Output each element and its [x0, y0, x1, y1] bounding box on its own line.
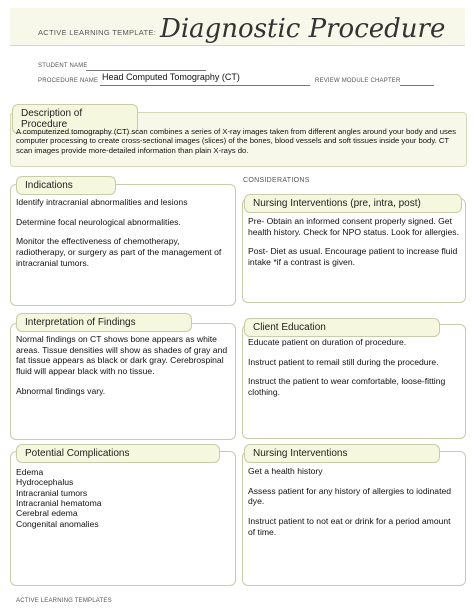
indications-paragraph: Identify intracranial abnormalities and lesions — [16, 197, 188, 207]
review-module-field[interactable] — [400, 75, 434, 86]
template-label: ACTIVE LEARNING TEMPLATE: — [38, 28, 157, 37]
list-item: Intracranial hematoma — [16, 497, 102, 508]
potential-complications-list — [16, 467, 230, 529]
student-name-label: STUDENT NAME — [38, 63, 88, 69]
nursing-interventions-paragraph: Get a health history — [248, 466, 323, 476]
nursing-interventions-paragraph: Instruct patient to not eat or drink for a period amount of time. — [248, 515, 451, 537]
client-education-paragraph: Instruct patient to remail still during the procedure. — [248, 356, 439, 367]
interpretation-paragraph: Normal findings on CT shows bone appears as white areas. Tissue densities will show as shades of gray and fat tissue appears as black or dark gray. Cerebrospinal fluid will appear black with no tissue. — [16, 334, 228, 376]
client-education-title: Client Education — [244, 318, 440, 337]
interpretation-paragraph: Abnormal findings vary. — [16, 385, 106, 396]
list-item: Congenital anomalies — [16, 518, 99, 529]
nursing-interventions-prepost-text — [248, 216, 460, 277]
list-item: Cerebral edema — [16, 508, 78, 519]
procedure-name-label: PROCEDURE NAME — [38, 78, 99, 84]
description-title: Description of Procedure — [12, 104, 138, 134]
client-education-text — [248, 337, 460, 407]
indications-text — [16, 197, 230, 277]
potential-complications-title: Potential Complications — [16, 444, 220, 463]
list-item: Intracranial tumors — [16, 487, 88, 498]
page-title: Diagnostic Procedure — [160, 14, 446, 44]
procedure-name-value: Head Computed Tomography (CT) — [102, 72, 240, 82]
client-education-paragraph: Instruct the patient to wear comfortable, loose-fitting clothing. — [248, 376, 446, 397]
considerations-label: CONSIDERATIONS — [243, 177, 310, 184]
nursing-interventions-prepost-paragraph: Post- Diet as usual. Encourage patient to increase fluid intake *if a contrast is given. — [248, 246, 458, 267]
indications-title: Indications — [16, 176, 116, 195]
nursing-interventions-text — [248, 466, 460, 546]
student-name-field[interactable] — [86, 60, 206, 71]
indications-paragraph: Determine focal neurological abnormalities. — [16, 216, 181, 227]
interpretation-title: Interpretation of Findings — [16, 313, 192, 332]
list-item: Hydrocephalus — [16, 477, 74, 488]
nursing-interventions-prepost-title: Nursing Interventions (pre, intra, post) — [244, 194, 462, 213]
footer-label: ACTIVE LEARNING TEMPLATES — [16, 598, 112, 604]
interpretation-text — [16, 334, 230, 405]
indications-paragraph: Monitor the effectiveness of chemotherapy, radiotherapy, or surgery as part of the management of intracranial tumors. — [16, 236, 222, 268]
description-text: A computerized tomography (CT) scan combines a series of X-ray images taken from different angles around your body and uses computer processing to create cross-sectional images (slices) of the bones, blood vessels and soft tissues inside your body. CT scan images provide more-detailed information than plain X-rays do. — [16, 127, 456, 155]
client-education-paragraph: Educate patient on duration of procedure. — [248, 337, 407, 347]
nursing-interventions-prepost-paragraph: Pre- Obtain an informed consent properly signed. Get health history. Check for NPO status. Look for allergies. — [248, 216, 459, 237]
nursing-interventions-paragraph: Assess patient for any history of allergies to iodinated dye. — [248, 485, 452, 507]
list-item: Edema — [16, 467, 44, 477]
review-module-label: REVIEW MODULE CHAPTER — [315, 78, 401, 84]
nursing-interventions-title: Nursing Interventions — [244, 444, 440, 463]
